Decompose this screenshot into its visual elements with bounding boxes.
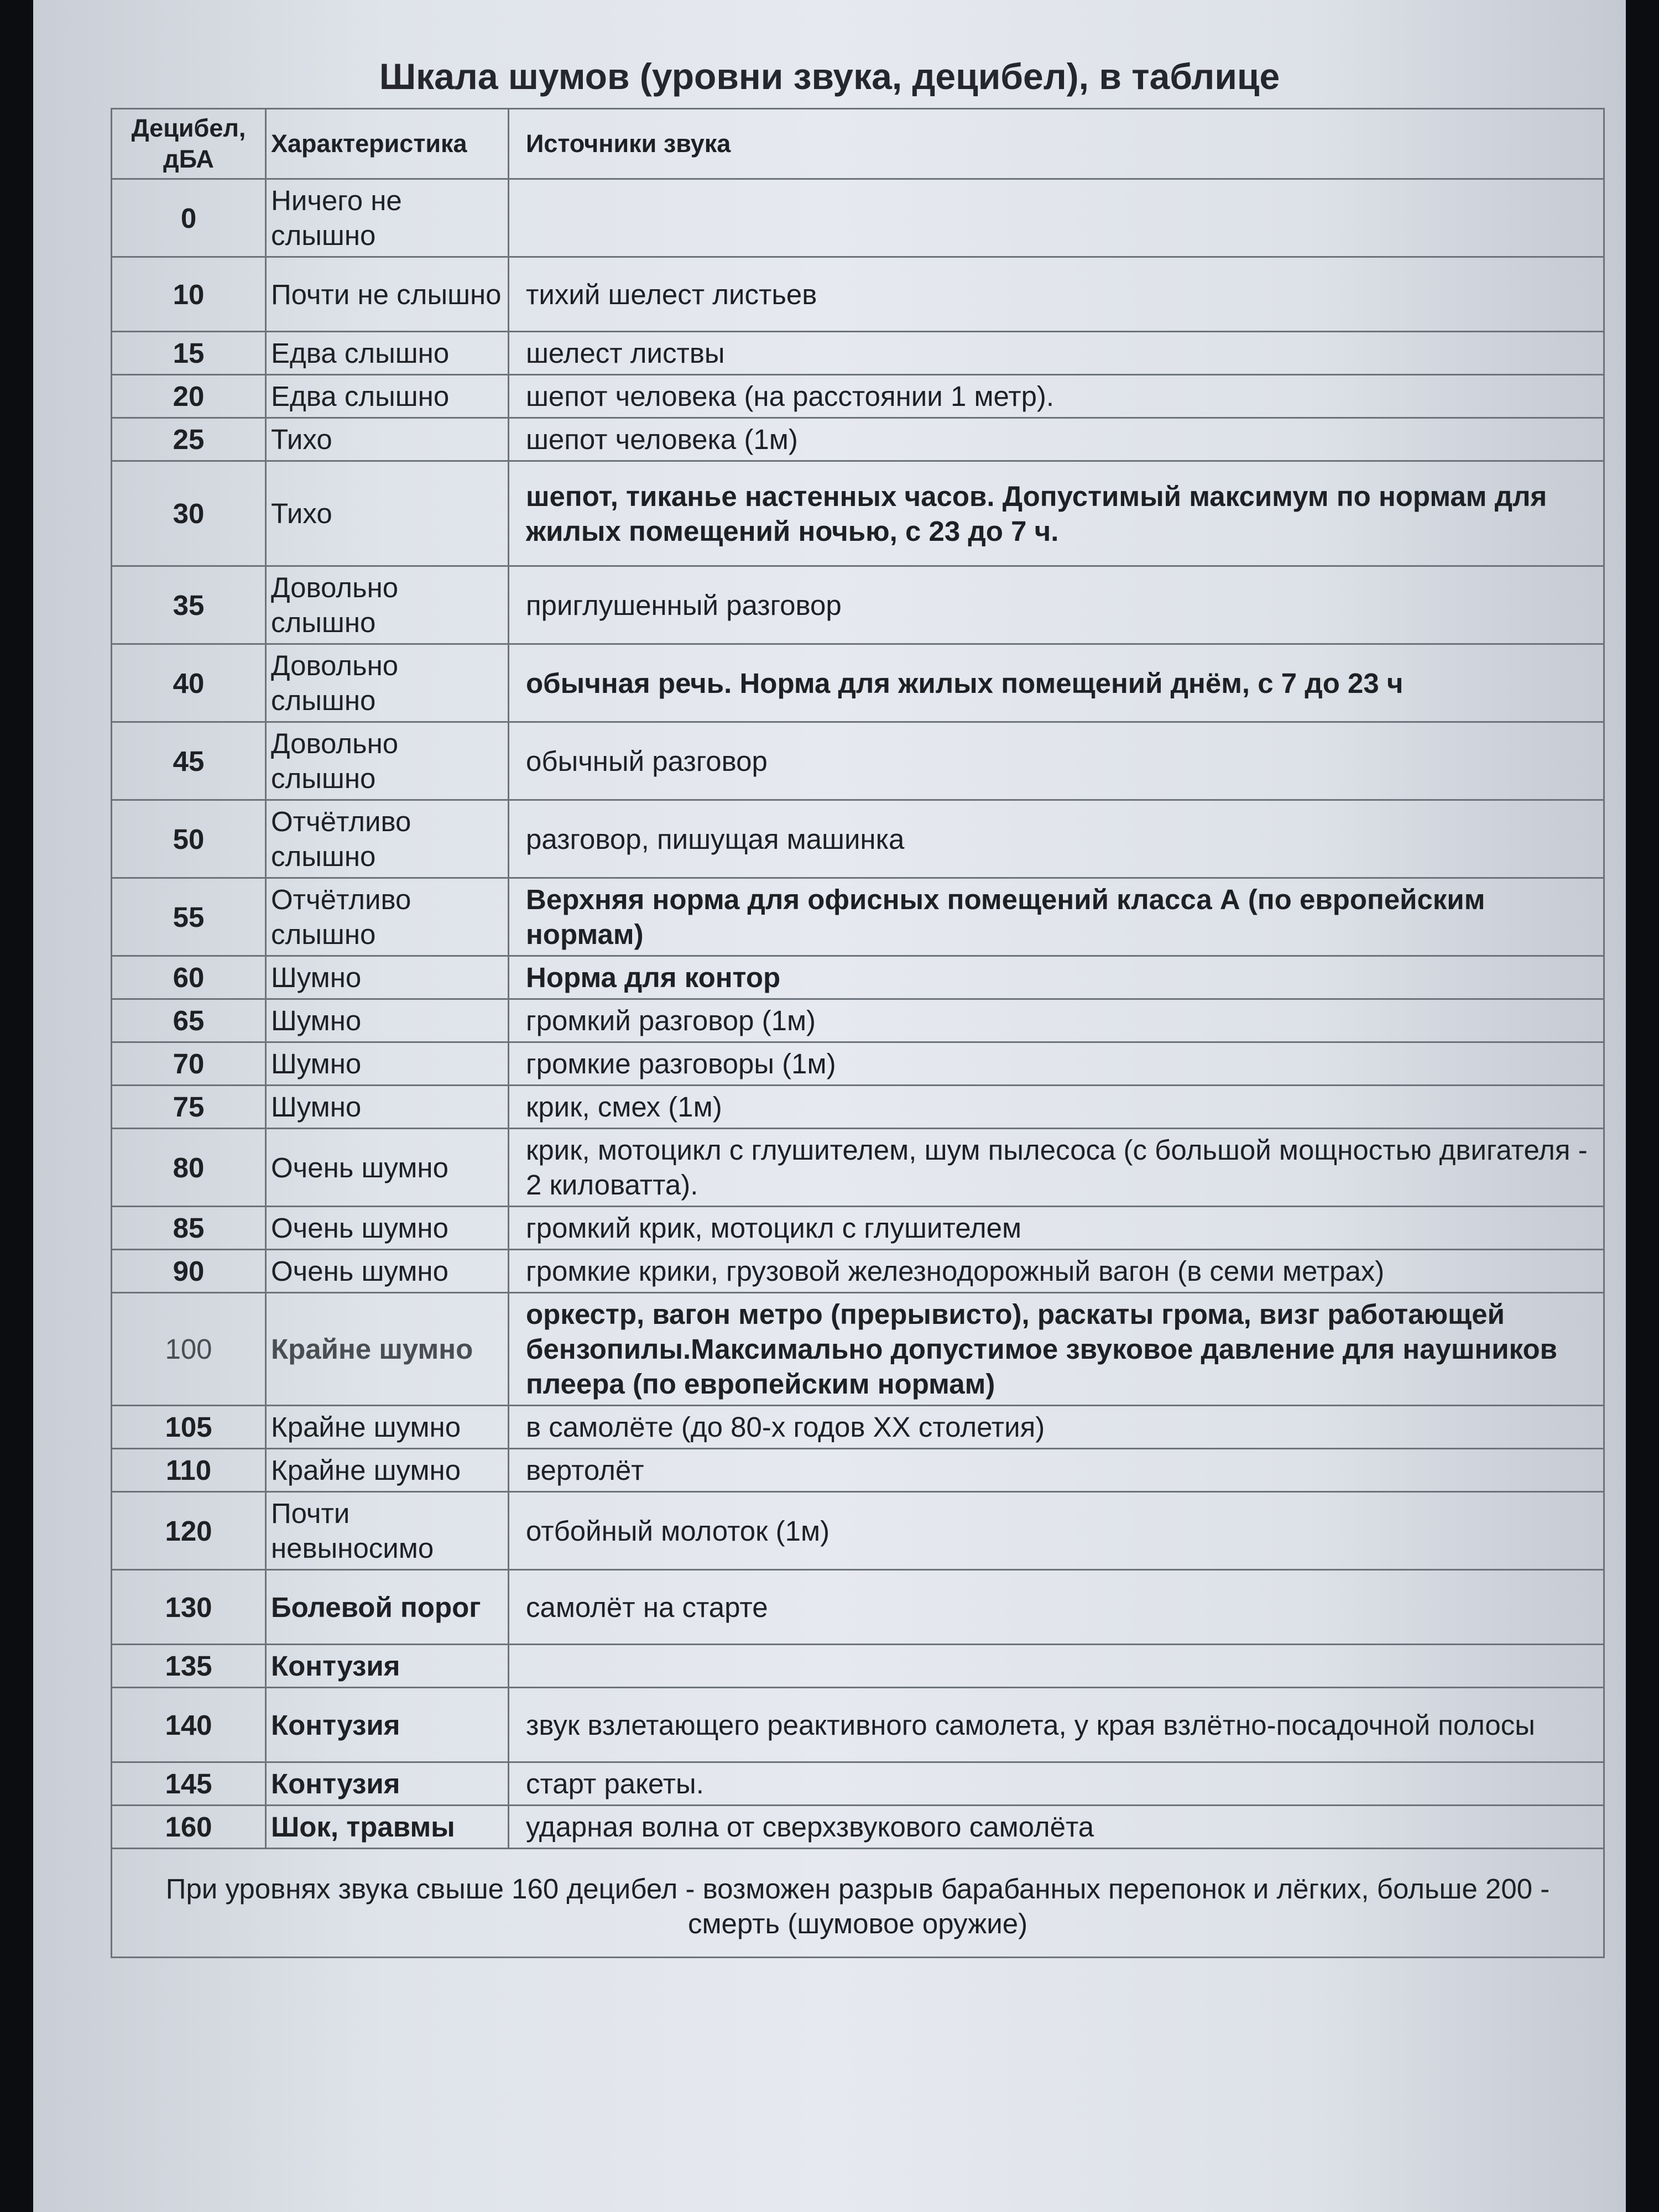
sources-cell: самолёт на старте [509, 1570, 1604, 1645]
table-row [112, 1449, 1604, 1492]
characteristic-cell: Контузия [266, 1762, 509, 1806]
characteristic-cell: Довольно слышно [266, 722, 509, 800]
sources-cell: крик, смех (1м) [509, 1086, 1604, 1129]
sources-cell: обычная речь. Норма для жилых помещений днём, с 7 до 23 ч [509, 644, 1604, 722]
table-row [112, 461, 1604, 566]
sources-cell: Верхняя норма для офисных помещений класса А (по европейским нормам) [509, 878, 1604, 956]
table-row [112, 1762, 1604, 1806]
decibel-cell: 120 [112, 1492, 266, 1570]
characteristic-cell: Контузия [266, 1688, 509, 1762]
characteristic-cell: Довольно слышно [266, 566, 509, 644]
decibel-cell: 85 [112, 1207, 266, 1250]
sources-cell [509, 179, 1604, 257]
sources-cell: отбойный молоток (1м) [509, 1492, 1604, 1570]
decibel-cell: 75 [112, 1086, 266, 1129]
characteristic-cell: Шумно [266, 956, 509, 999]
decibel-cell: 40 [112, 644, 266, 722]
table-row [112, 1688, 1604, 1762]
characteristic-cell: Едва слышно [266, 332, 509, 375]
characteristic-cell: Отчётливо слышно [266, 800, 509, 878]
footer-note: При уровнях звука свыше 160 децибел - возможен разрыв барабанных перепонок и лёгких, больше 200 - смерть (шумовое оружие) [112, 1849, 1604, 1958]
sources-cell: шепот человека (на расстоянии 1 метр). [509, 375, 1604, 418]
characteristic-cell: Тихо [266, 418, 509, 461]
header-characteristic: Характеристика [266, 109, 509, 179]
sources-cell: разговор, пишущая машинка [509, 800, 1604, 878]
decibel-cell: 35 [112, 566, 266, 644]
sources-cell: Норма для контор [509, 956, 1604, 999]
table-row [112, 1207, 1604, 1250]
characteristic-cell: Очень шумно [266, 1250, 509, 1293]
table-row [112, 257, 1604, 332]
sources-cell: шелест листвы [509, 332, 1604, 375]
decibel-cell: 0 [112, 179, 266, 257]
table-row [112, 1086, 1604, 1129]
decibel-cell: 80 [112, 1129, 266, 1207]
table-row [112, 332, 1604, 375]
decibel-cell: 145 [112, 1762, 266, 1806]
decibel-cell: 10 [112, 257, 266, 332]
page-title: Шкала шумов (уровни звука, децибел), в таблице [379, 56, 1280, 97]
sources-cell: звук взлетающего реактивного самолета, у края взлётно-посадочной полосы [509, 1688, 1604, 1762]
sources-cell: громкие крики, грузовой железнодорожный вагон (в семи метрах) [509, 1250, 1604, 1293]
table-row [112, 1645, 1604, 1688]
sources-cell: вертолёт [509, 1449, 1604, 1492]
characteristic-cell: Шок, травмы [266, 1806, 509, 1849]
table-row [112, 956, 1604, 999]
decibel-cell: 30 [112, 461, 266, 566]
sources-cell: шепот человека (1м) [509, 418, 1604, 461]
table-row [112, 878, 1604, 956]
decibel-cell: 25 [112, 418, 266, 461]
header-sources: Источники звука [509, 109, 1604, 179]
paper-sheet [33, 0, 1626, 2212]
table-row [112, 644, 1604, 722]
decibel-cell: 65 [112, 999, 266, 1042]
sources-cell: старт ракеты. [509, 1762, 1604, 1806]
sources-cell: приглушенный разговор [509, 566, 1604, 644]
sources-cell: обычный разговор [509, 722, 1604, 800]
characteristic-cell: Болевой порог [266, 1570, 509, 1645]
table-row [112, 418, 1604, 461]
characteristic-cell: Почти не слышно [266, 257, 509, 332]
characteristic-cell: Довольно слышно [266, 644, 509, 722]
table-row [112, 722, 1604, 800]
characteristic-cell: Шумно [266, 1042, 509, 1086]
decibel-cell: 55 [112, 878, 266, 956]
characteristic-cell: Контузия [266, 1645, 509, 1688]
characteristic-cell: Шумно [266, 999, 509, 1042]
sources-cell: в самолёте (до 80-х годов XX столетия) [509, 1406, 1604, 1449]
decibel-cell: 45 [112, 722, 266, 800]
decibel-cell: 70 [112, 1042, 266, 1086]
table-row [112, 375, 1604, 418]
characteristic-cell: Ничего не слышно [266, 179, 509, 257]
table-row [112, 1250, 1604, 1293]
sources-cell: оркестр, вагон метро (прерывисто), раскаты грома, визг работающей бензопилы.Максимально допустимое звуковое давление для наушников плеера (по европейским нормам) [509, 1293, 1604, 1406]
characteristic-cell: Едва слышно [266, 375, 509, 418]
characteristic-cell: Почти невыносимо [266, 1492, 509, 1570]
table-row [112, 800, 1604, 878]
header-decibel: Децибел, дБА [112, 109, 266, 179]
table-row [112, 1406, 1604, 1449]
table-row [112, 1492, 1604, 1570]
decibel-cell: 50 [112, 800, 266, 878]
characteristic-cell: Отчётливо слышно [266, 878, 509, 956]
sources-cell: крик, мотоцикл с глушителем, шум пылесоса (с большой мощностью двигателя - 2 киловатта). [509, 1129, 1604, 1207]
sources-cell: громкий крик, мотоцикл с глушителем [509, 1207, 1604, 1250]
decibel-cell: 60 [112, 956, 266, 999]
characteristic-cell: Крайне шумно [266, 1406, 509, 1449]
decibel-cell: 160 [112, 1806, 266, 1849]
decibel-cell: 140 [112, 1688, 266, 1762]
table-row [112, 1129, 1604, 1207]
decibel-cell: 100 [112, 1293, 266, 1406]
decibel-cell: 130 [112, 1570, 266, 1645]
sources-cell: тихий шелест листьев [509, 257, 1604, 332]
sources-cell: громкий разговор (1м) [509, 999, 1604, 1042]
table-row [112, 1042, 1604, 1086]
decibel-cell: 20 [112, 375, 266, 418]
characteristic-cell: Очень шумно [266, 1129, 509, 1207]
decibel-cell: 110 [112, 1449, 266, 1492]
table-row [112, 566, 1604, 644]
characteristic-cell: Очень шумно [266, 1207, 509, 1250]
decibel-cell: 135 [112, 1645, 266, 1688]
table-row [112, 999, 1604, 1042]
characteristic-cell: Крайне шумно [266, 1449, 509, 1492]
characteristic-cell: Тихо [266, 461, 509, 566]
table-row [112, 1570, 1604, 1645]
footer-row [112, 1849, 1604, 1958]
decibel-cell: 90 [112, 1250, 266, 1293]
table-row [112, 1293, 1604, 1406]
sources-cell: ударная волна от сверхзвукового самолёта [509, 1806, 1604, 1849]
sources-cell [509, 1645, 1604, 1688]
table-row [112, 179, 1604, 257]
noise-scale-table [111, 108, 1605, 1958]
table-row [112, 1806, 1604, 1849]
decibel-cell: 15 [112, 332, 266, 375]
characteristic-cell: Крайне шумно [266, 1293, 509, 1406]
table-header-row [112, 109, 1604, 179]
sources-cell: шепот, тиканье настенных часов. Допустимый максимум по нормам для жилых помещений ночью, с 23 до 7 ч. [509, 461, 1604, 566]
sources-cell: громкие разговоры (1м) [509, 1042, 1604, 1086]
characteristic-cell: Шумно [266, 1086, 509, 1129]
decibel-cell: 105 [112, 1406, 266, 1449]
